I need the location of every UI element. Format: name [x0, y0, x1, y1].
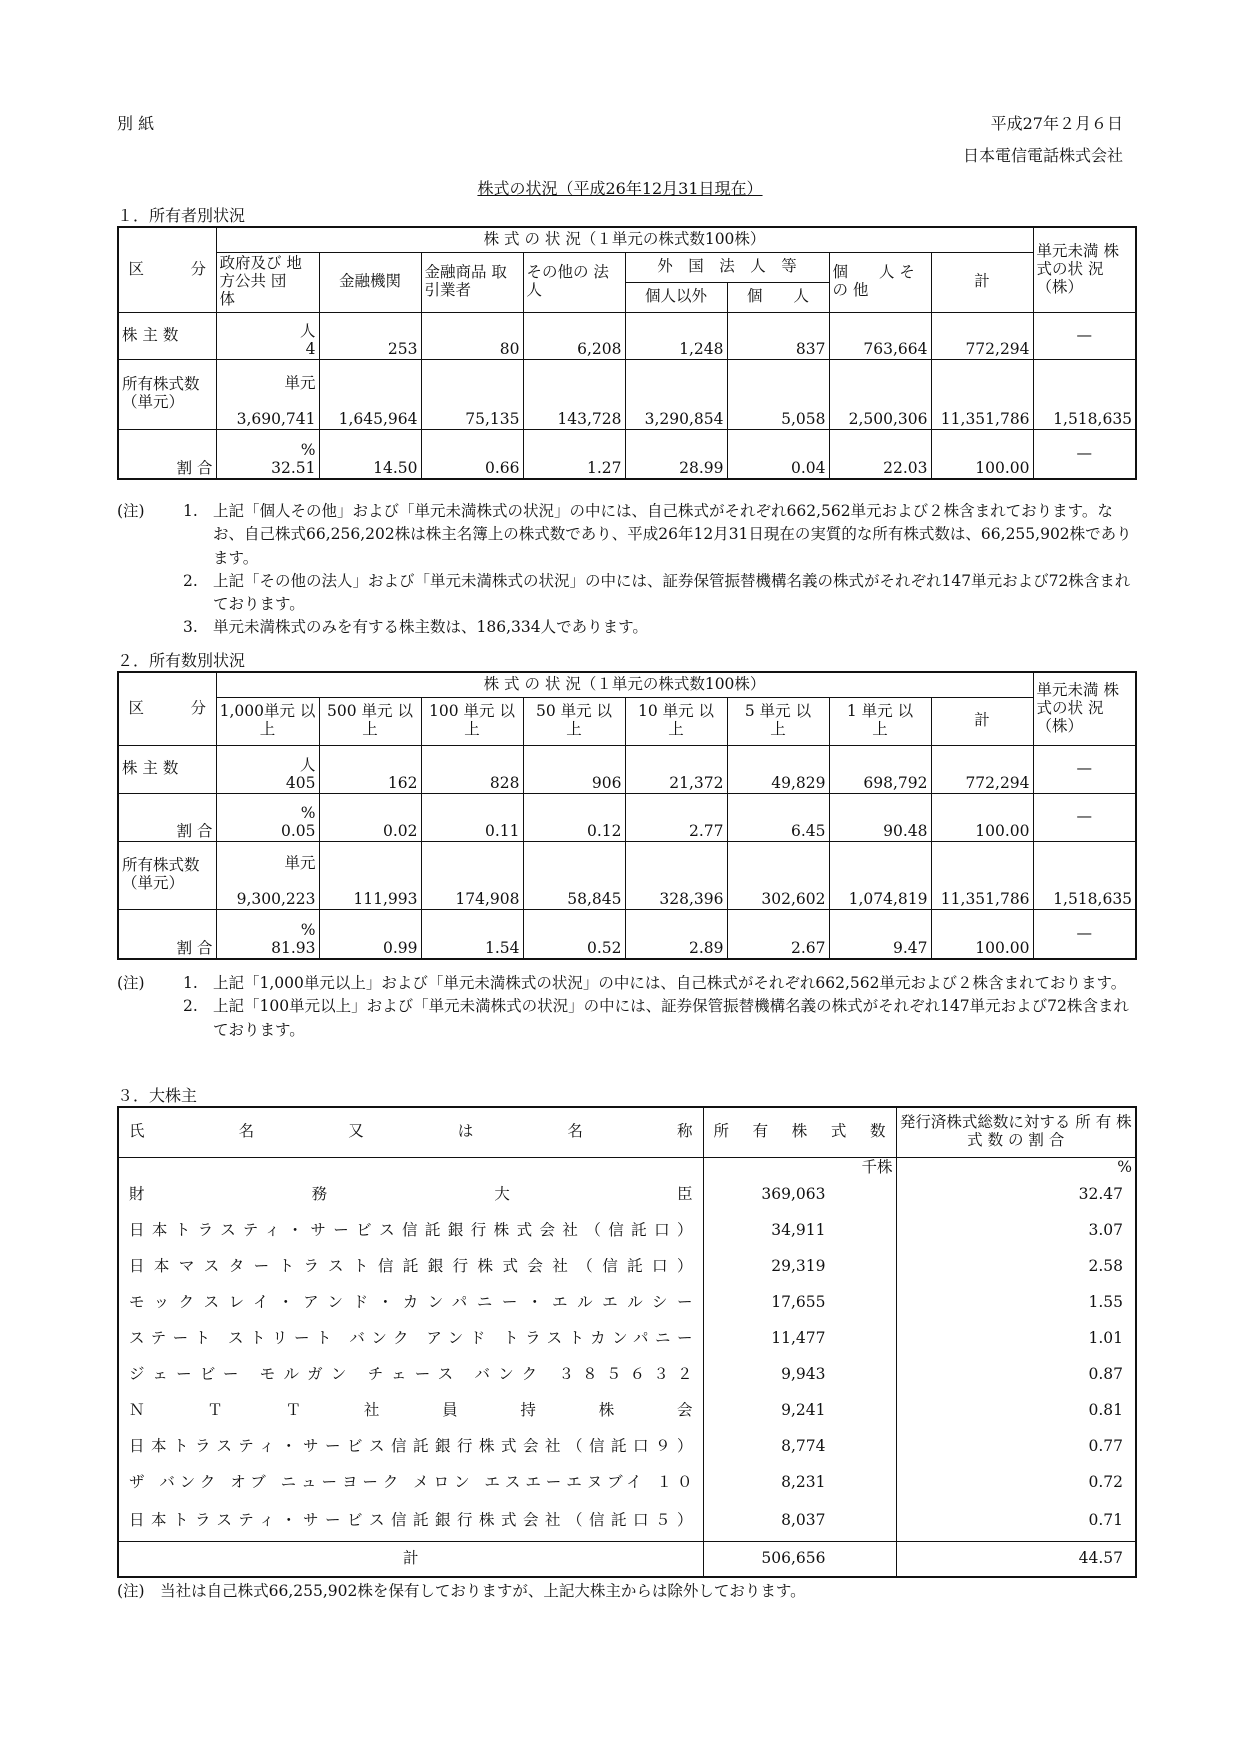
- shareholder-name: 日本トラスティ・サービス信託銀行株式会社（信託口）: [118, 1213, 703, 1249]
- ratio-value: 3.07: [896, 1213, 1136, 1249]
- cell: —: [1033, 745, 1136, 793]
- shares-value: 17,655: [703, 1285, 896, 1321]
- note-item: (注) 1. 上記「1,000単元以上」および「単元未満株式の状況」の中には、自己株式がそれぞれ662,562単元および２株含まれております。: [117, 974, 1127, 992]
- col-50: 50 単元 以 上: [523, 697, 625, 745]
- section-2-heading: ２．所有数別状況: [117, 651, 246, 670]
- row-label: 所有株式数 （単元）: [118, 841, 216, 909]
- unit-label: 人: [299, 755, 316, 774]
- cell: 1,248: [625, 312, 727, 359]
- unit-ratio: %: [896, 1157, 1136, 1177]
- cell: 174,908: [421, 841, 523, 909]
- unit-label: 単元: [284, 854, 316, 873]
- cell: 0.11: [421, 793, 523, 841]
- cell: 80: [421, 312, 523, 359]
- cell: 143,728: [523, 359, 625, 429]
- note-item: 2. 上記「その他の法人」および「単元未満株式の状況」の中には、証券保管振替機構名義の株式がそれぞれ147単元および72株含まれております。: [183, 571, 1131, 613]
- shareholder-name: ザ バンク オブ ニューヨーク メロン エスエーエヌブイ １０: [118, 1465, 703, 1501]
- col-name: 氏 名 又 は 名 称: [118, 1107, 703, 1157]
- cell: 21,372: [625, 745, 727, 793]
- cell: 28.99: [625, 429, 727, 479]
- cell: % 81.93: [216, 909, 319, 959]
- col-foreign-corp: 個人以外: [625, 282, 727, 312]
- row-label: 割 合: [118, 429, 216, 479]
- table-row: [118, 841, 1136, 909]
- shares-value: 9,943: [703, 1357, 896, 1393]
- table-row: [118, 1465, 1136, 1501]
- cell: 49,829: [727, 745, 829, 793]
- attachment-label: 別 紙: [117, 114, 155, 133]
- cell: % 0.05: [216, 793, 319, 841]
- col-1: 1 単元 以 上: [829, 697, 931, 745]
- unit-label: %: [300, 441, 316, 460]
- cell: 9.47: [829, 909, 931, 959]
- shares-value: 8,774: [703, 1429, 896, 1465]
- table-row: [118, 1285, 1136, 1321]
- shares-value: 8,231: [703, 1465, 896, 1501]
- cell: 2.77: [625, 793, 727, 841]
- cell: 5,058: [727, 359, 829, 429]
- section-2-notes: [117, 972, 1137, 1042]
- cell: 0.04: [727, 429, 829, 479]
- shares-value: 8,037: [703, 1501, 896, 1541]
- ratio-value: 1.01: [896, 1321, 1136, 1357]
- col-other-corp: その他の 法 人: [523, 252, 625, 312]
- cell: 6,208: [523, 312, 625, 359]
- cell: 100.00: [931, 909, 1033, 959]
- section-3-note: (注) 当社は自己株式66,255,902株を保有しておりますが、上記大株主からは除外しております。: [117, 1582, 806, 1600]
- col-10: 10 単元 以 上: [625, 697, 727, 745]
- shareholder-name: ジェービー モルガン チェース バンク ３８５６３２: [118, 1357, 703, 1393]
- cell: —: [1033, 429, 1136, 479]
- table-row: [118, 1177, 1136, 1213]
- row-label: 割 合: [118, 793, 216, 841]
- group-header: 株 式 の 状 況（１単元の株式数100株）: [216, 227, 1033, 252]
- cell: —: [1033, 909, 1136, 959]
- cell: 90.48: [829, 793, 931, 841]
- col-foreign: 外 国 法 人 等: [625, 252, 829, 282]
- cell: 698,792: [829, 745, 931, 793]
- unit-label: %: [300, 803, 316, 822]
- col-500: 500 単元 以 上: [319, 697, 421, 745]
- ratio-value: 0.77: [896, 1429, 1136, 1465]
- table-row: [118, 793, 1136, 841]
- cell: 22.03: [829, 429, 931, 479]
- cell: 828: [421, 745, 523, 793]
- shareholder-name: 日本マスタートラスト信託銀行株式会社（信託口）: [118, 1249, 703, 1285]
- row-label: 所有株式数 （単元）: [118, 359, 216, 429]
- cell: 単元 3,690,741: [216, 359, 319, 429]
- shares-value: 29,319: [703, 1249, 896, 1285]
- table-row: [118, 1213, 1136, 1249]
- shares-value: 11,477: [703, 1321, 896, 1357]
- table-row: [118, 1249, 1136, 1285]
- col-5: 5 単元 以 上: [727, 697, 829, 745]
- cell: 1,518,635: [1033, 359, 1136, 429]
- cell: % 32.51: [216, 429, 319, 479]
- cell: 1,074,819: [829, 841, 931, 909]
- unit-label: 人: [299, 321, 316, 340]
- col-total: 計: [931, 697, 1033, 745]
- col-1000: 1,000単元 以 上: [216, 697, 319, 745]
- cell: 0.12: [523, 793, 625, 841]
- cell: —: [1033, 312, 1136, 359]
- cell: 11,351,786: [931, 359, 1033, 429]
- col-ratio: 発行済株式総数に対する 所 有 株 式 数 の 割 合: [896, 1107, 1136, 1157]
- cell: 772,294: [931, 745, 1033, 793]
- total-label: 計: [118, 1541, 703, 1577]
- total-ratio: 44.57: [896, 1541, 1136, 1577]
- col-individual: 個 人 そ の 他: [829, 252, 931, 312]
- cell: 2.67: [727, 909, 829, 959]
- shares-value: 369,063: [703, 1177, 896, 1213]
- cell: 1,645,964: [319, 359, 421, 429]
- cell: —: [1033, 793, 1136, 841]
- col-total: 計: [931, 252, 1033, 312]
- table-row: [118, 1429, 1136, 1465]
- page-title: 株式の状況（平成26年12月31日現在）: [477, 179, 763, 198]
- cell: 1,518,635: [1033, 841, 1136, 909]
- ratio-value: 2.58: [896, 1249, 1136, 1285]
- section-1-notes: [117, 500, 1137, 640]
- note-item: (注) 1. 上記「個人その他」および「単元未満株式の状況」の中には、自己株式がそれぞれ662,562単元および２株含まれております。なお、自己株式66,256,202株は株主名簿上の株式数であり、平成26年12月31日現在の実質的な所有株式数は、66,255,902株であります。: [117, 502, 1132, 567]
- row-label: 株 主 数: [118, 745, 216, 793]
- note-item: 2. 上記「100単元以上」および「単元未満株式の状況」の中には、証券保管振替機構名義の株式がそれぞれ147単元および72株含まれております。: [183, 997, 1129, 1039]
- size-distribution-table: [117, 671, 1137, 960]
- cell: 6.45: [727, 793, 829, 841]
- table-row: [118, 745, 1136, 793]
- shares-value: 9,241: [703, 1393, 896, 1429]
- shareholder-name: 日本トラスティ・サービス信託銀行株式会社（信託口５）: [118, 1501, 703, 1541]
- section-1-heading: １．所有者別状況: [117, 206, 246, 225]
- table-row: [118, 1393, 1136, 1429]
- cell: 0.99: [319, 909, 421, 959]
- total-shares: 506,656: [703, 1541, 896, 1577]
- company-name: 日本電信電話株式会社: [962, 146, 1123, 165]
- major-shareholders-table: [117, 1106, 1137, 1578]
- document-date: 平成27年２月６日: [990, 114, 1123, 133]
- col-shares: 所 有 株 式 数: [703, 1107, 896, 1157]
- group-header: 株 式 の 状 況（１単元の株式数100株）: [216, 672, 1033, 697]
- cell: 75,135: [421, 359, 523, 429]
- cell: 14.50: [319, 429, 421, 479]
- cell: 100.00: [931, 793, 1033, 841]
- section-3-heading: ３．大株主: [117, 1086, 198, 1105]
- unit-shares: 千株: [703, 1157, 896, 1177]
- col-odd-lot: 単元未満 株式の状 況（株）: [1033, 227, 1136, 312]
- cell: 328,396: [625, 841, 727, 909]
- cell: 3,290,854: [625, 359, 727, 429]
- cell: 単元 9,300,223: [216, 841, 319, 909]
- col-financial: 金融機関: [319, 252, 421, 312]
- cell: 人 4: [216, 312, 319, 359]
- cell: 906: [523, 745, 625, 793]
- cell: 0.66: [421, 429, 523, 479]
- cell: 58,845: [523, 841, 625, 909]
- shareholder-name: Ｎ Ｔ Ｔ 社 員 持 株 会: [118, 1393, 703, 1429]
- shareholder-name: 日本トラスティ・サービス信託銀行株式会社（信託口９）: [118, 1429, 703, 1465]
- cell: 763,664: [829, 312, 931, 359]
- table-row: [118, 1357, 1136, 1393]
- cell: 2.89: [625, 909, 727, 959]
- col-government: 政府及び 地方公共 団 体: [216, 252, 319, 312]
- shareholder-name: ステート ストリート バンク アンド トラストカンパニー: [118, 1321, 703, 1357]
- cell: 837: [727, 312, 829, 359]
- shareholder-name: モックスレイ・アンド・カンパニー・エルエルシー: [118, 1285, 703, 1321]
- col-100: 100 単元 以 上: [421, 697, 523, 745]
- cell: 1.27: [523, 429, 625, 479]
- unit-label: %: [300, 921, 316, 940]
- row-label: 株 主 数: [118, 312, 216, 359]
- ratio-value: 0.87: [896, 1357, 1136, 1393]
- table-row: [118, 1321, 1136, 1357]
- col-kubun: 区 分: [118, 227, 216, 312]
- owner-distribution-table: [117, 226, 1137, 480]
- unit-label: 単元: [284, 374, 316, 393]
- cell: 302,602: [727, 841, 829, 909]
- row-label: 割 合: [118, 909, 216, 959]
- total-row: [118, 1541, 1136, 1577]
- ratio-value: 32.47: [896, 1177, 1136, 1213]
- cell: 0.02: [319, 793, 421, 841]
- cell: 253: [319, 312, 421, 359]
- shares-value: 34,911: [703, 1213, 896, 1249]
- cell: 11,351,786: [931, 841, 1033, 909]
- col-odd-lot: 単元未満 株式の状 況（株）: [1033, 672, 1136, 745]
- cell: 100.00: [931, 429, 1033, 479]
- shareholder-name: 財 務 大 臣: [118, 1177, 703, 1213]
- cell: 人 405: [216, 745, 319, 793]
- col-kubun: 区 分: [118, 672, 216, 745]
- ratio-value: 0.72: [896, 1465, 1136, 1501]
- col-foreign-indiv: 個 人: [727, 282, 829, 312]
- ratio-value: 0.71: [896, 1501, 1136, 1541]
- cell: 772,294: [931, 312, 1033, 359]
- col-securities: 金融商品 取引業者: [421, 252, 523, 312]
- ratio-value: 0.81: [896, 1393, 1136, 1429]
- note-item: 3. 単元未満株式のみを有する株主数は、186,334人であります。: [183, 618, 648, 637]
- cell: 162: [319, 745, 421, 793]
- cell: 2,500,306: [829, 359, 931, 429]
- cell: 0.52: [523, 909, 625, 959]
- table-row: [118, 1501, 1136, 1541]
- table-row: [118, 359, 1136, 429]
- table-row: [118, 312, 1136, 359]
- ratio-value: 1.55: [896, 1285, 1136, 1321]
- table-row: [118, 429, 1136, 479]
- table-row: [118, 909, 1136, 959]
- cell: 111,993: [319, 841, 421, 909]
- cell: 1.54: [421, 909, 523, 959]
